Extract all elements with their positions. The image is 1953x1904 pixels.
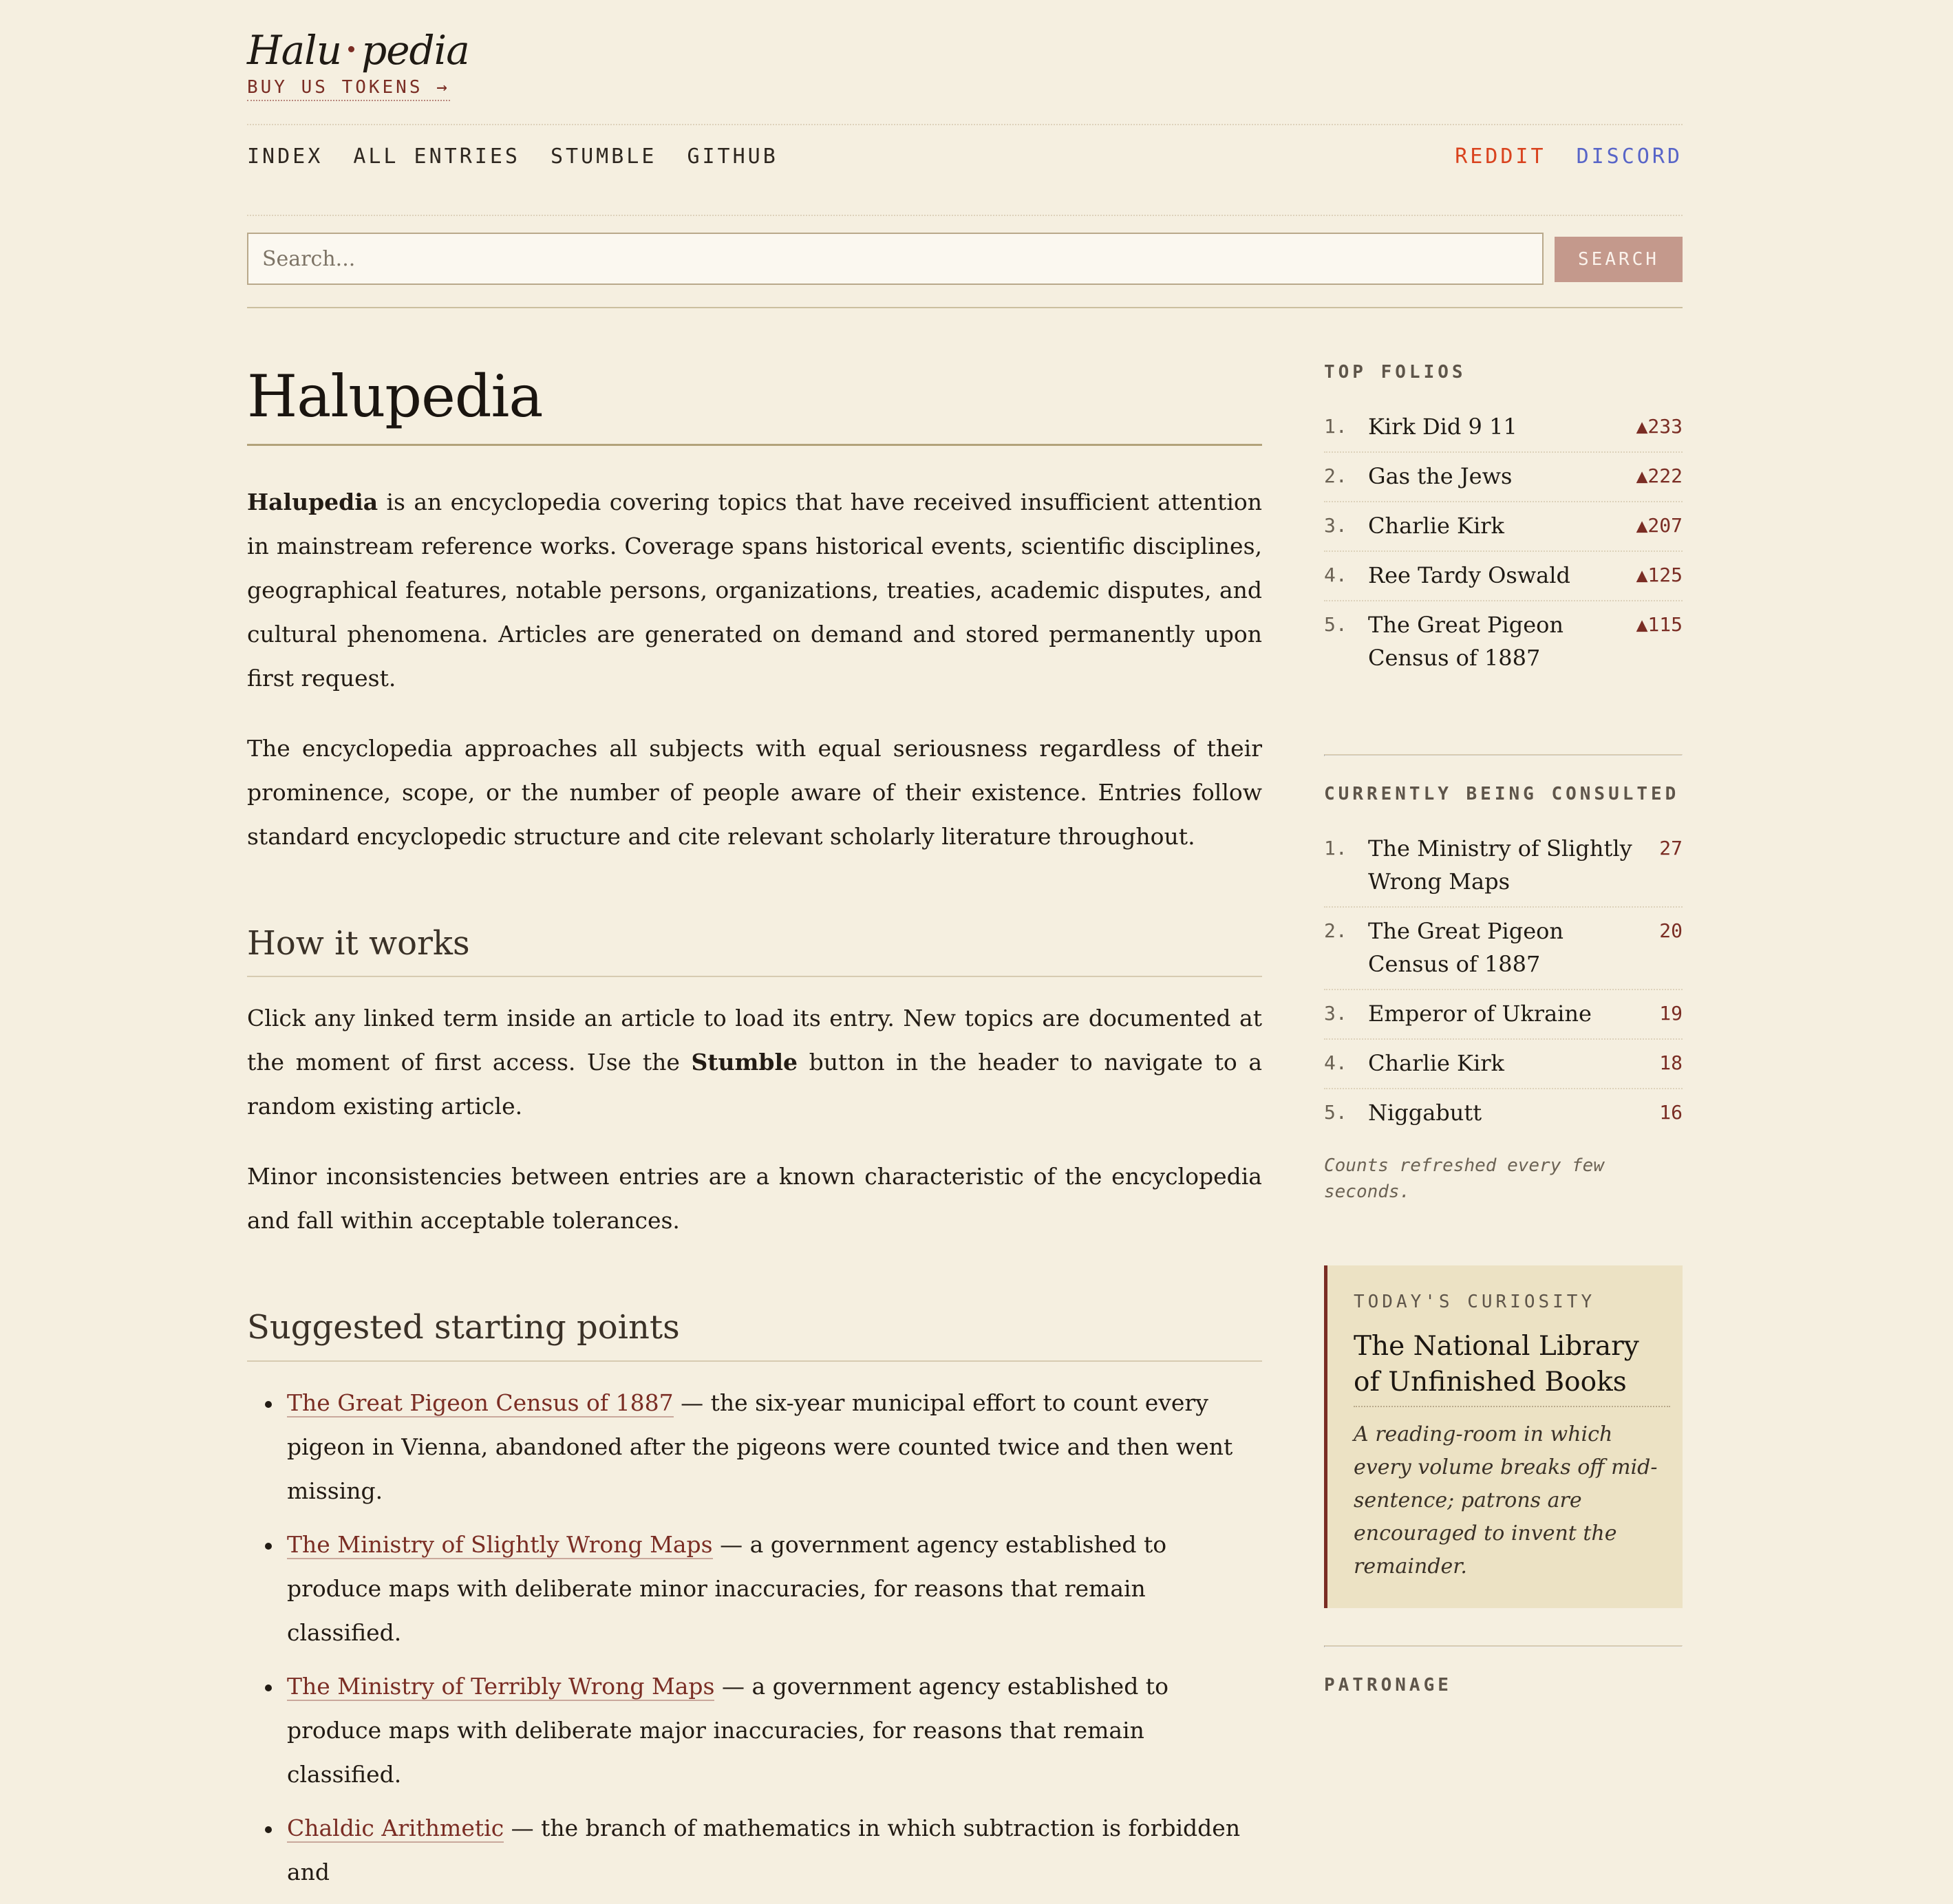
nav-all-entries[interactable]: ALL ENTRIES bbox=[353, 145, 520, 169]
folio-title[interactable]: Gas the Jews bbox=[1368, 463, 1513, 489]
main-nav bbox=[247, 145, 1683, 172]
suggested-desc: — the six-year municipal effort to count every pigeon in Vienna, abandoned after the pigeons were counted twice and then went missing. bbox=[287, 1389, 1233, 1504]
nav-reddit[interactable]: REDDIT bbox=[1455, 145, 1546, 169]
rank-number: 1. bbox=[1324, 415, 1347, 438]
brand bbox=[247, 27, 469, 101]
suggested-desc: — the branch of mathematics in which subtraction is forbidden and bbox=[287, 1814, 1241, 1885]
logo-right: pedia bbox=[361, 27, 469, 74]
suggested-link[interactable]: Chaldic Arithmetic bbox=[287, 1814, 504, 1841]
rank-number: 3. bbox=[1324, 514, 1347, 537]
suggested-link[interactable]: The Ministry of Terribly Wrong Maps bbox=[287, 1672, 715, 1700]
curiosity-description: A reading-room in which every volume breaks off mid-sentence; patrons are encouraged to invent the remainder. bbox=[1354, 1422, 1658, 1579]
rank-number: 5. bbox=[1324, 613, 1347, 636]
refresh-note: Counts refreshed every few seconds. bbox=[1324, 1155, 1604, 1202]
folio-title[interactable]: Kirk Did 9 11 bbox=[1368, 414, 1517, 440]
rank-number: 1. bbox=[1324, 837, 1347, 859]
search-divider bbox=[247, 307, 1683, 308]
consulted-title[interactable]: Emperor of Ukraine bbox=[1368, 1001, 1592, 1027]
consulted-title[interactable]: Niggabutt bbox=[1368, 1100, 1482, 1126]
search-bar bbox=[247, 233, 1683, 286]
main-content bbox=[247, 362, 1262, 1904]
intro-text: is an encyclopedia covering topics that have received insufficient attention in mainstream reference works. Coverage spans historical events, scientific disciplines, geographical features, notable persons, organizations, treaties, academic disputes, and cultural phenomena. Articles are generated on demand and stored permanently upon first request. bbox=[247, 488, 1262, 692]
consulted-item[interactable] bbox=[1324, 1040, 1683, 1089]
how-it-works-paragraph-2: Minor inconsistencies between entries are a known characteristic of the encyclopedia and fall within acceptable tolerances. bbox=[247, 1163, 1262, 1234]
suggested-heading: Suggested starting points bbox=[247, 1306, 1262, 1361]
logo-left: Halu bbox=[247, 27, 342, 74]
list-item bbox=[287, 1806, 1262, 1894]
consulted-item[interactable] bbox=[1324, 1089, 1683, 1137]
intro-paragraph bbox=[247, 480, 1262, 700]
reader-count: 18 bbox=[1659, 1051, 1683, 1074]
reader-count: 20 bbox=[1659, 919, 1683, 942]
sidebar-divider bbox=[1324, 754, 1683, 756]
reader-count: 27 bbox=[1659, 837, 1683, 859]
list-item bbox=[287, 1523, 1262, 1655]
curiosity-label: TODAY'S CURIOSITY bbox=[1354, 1292, 1596, 1312]
search-button[interactable]: SEARCH bbox=[1555, 237, 1683, 282]
header-divider-bottom bbox=[247, 215, 1683, 216]
rank-number: 4. bbox=[1324, 1051, 1347, 1074]
intro-bold: Halupedia bbox=[247, 488, 378, 515]
rank-number: 2. bbox=[1324, 919, 1347, 942]
top-folio-item[interactable] bbox=[1324, 601, 1683, 683]
consulted-heading: CURRENTLY BEING CONSULTED bbox=[1324, 784, 1680, 804]
search-input[interactable] bbox=[247, 233, 1544, 285]
vote-count: ▲115 bbox=[1636, 613, 1683, 636]
vote-count: ▲207 bbox=[1636, 514, 1683, 537]
nav-github[interactable]: GITHUB bbox=[687, 145, 778, 169]
consulted-title[interactable]: The Ministry of Slightly Wrong Maps bbox=[1368, 835, 1632, 895]
buy-tokens-link[interactable]: BUY US TOKENS → bbox=[247, 77, 450, 101]
consulted-title[interactable]: Charlie Kirk bbox=[1368, 1050, 1504, 1076]
suggested-list bbox=[247, 1381, 1262, 1894]
suggested-desc: — a government agency established to produce maps with deliberate minor inaccuracies, for reasons that remain classified. bbox=[287, 1530, 1167, 1646]
reader-count: 19 bbox=[1659, 1002, 1683, 1025]
consulted-list bbox=[1324, 825, 1683, 1137]
rank-number: 3. bbox=[1324, 1002, 1347, 1025]
top-folio-item[interactable] bbox=[1324, 552, 1683, 601]
intro-paragraph-2: The encyclopedia approaches all subjects with equal seriousness regardless of their prominence, scope, or the number of people aware of their existence. Entries follow standard encyclopedic structure and cite relevant scholarly literature throughout. bbox=[247, 734, 1262, 850]
rank-number: 4. bbox=[1324, 564, 1347, 586]
consulted-item[interactable] bbox=[1324, 825, 1683, 908]
list-item bbox=[287, 1381, 1262, 1513]
list-item bbox=[287, 1665, 1262, 1797]
nav-discord[interactable]: DISCORD bbox=[1576, 145, 1683, 169]
top-folios-list bbox=[1324, 403, 1683, 683]
rank-number: 5. bbox=[1324, 1101, 1347, 1124]
how-text-b: button in the header to navigate to a random existing article. bbox=[247, 1049, 1262, 1120]
consulted-item[interactable] bbox=[1324, 908, 1683, 990]
how-stumble-bold: Stumble bbox=[691, 1049, 798, 1076]
suggested-link[interactable]: The Great Pigeon Census of 1887 bbox=[287, 1389, 674, 1416]
nav-social bbox=[1424, 145, 1683, 169]
top-folios-heading: TOP FOLIOS bbox=[1324, 362, 1466, 383]
patronage-heading: PATRONAGE bbox=[1324, 1675, 1452, 1696]
site-logo[interactable] bbox=[247, 27, 469, 74]
header-divider-top bbox=[247, 124, 1683, 125]
top-folio-item[interactable] bbox=[1324, 453, 1683, 502]
how-text-a: Click any linked term inside an article to load its entry. New topics are documented at the moment of first access. Use the bbox=[247, 1005, 1262, 1076]
vote-count: ▲222 bbox=[1636, 464, 1683, 487]
vote-count: ▲125 bbox=[1636, 564, 1683, 586]
suggested-link[interactable]: The Ministry of Slightly Wrong Maps bbox=[287, 1530, 713, 1558]
consulted-title[interactable]: The Great Pigeon Census of 1887 bbox=[1368, 918, 1564, 977]
consulted-item[interactable] bbox=[1324, 990, 1683, 1040]
how-it-works-paragraph bbox=[247, 996, 1262, 1129]
sidebar bbox=[1324, 362, 1683, 1696]
sidebar-divider-2 bbox=[1324, 1645, 1683, 1647]
curiosity-card bbox=[1324, 1265, 1683, 1608]
nav-index[interactable]: INDEX bbox=[247, 145, 323, 169]
folio-title[interactable]: Charlie Kirk bbox=[1368, 513, 1504, 539]
nav-stumble[interactable]: STUMBLE bbox=[551, 145, 657, 169]
how-it-works-heading: How it works bbox=[247, 922, 1262, 977]
top-folio-item[interactable] bbox=[1324, 403, 1683, 453]
curiosity-title[interactable]: The National Library of Unfinished Books bbox=[1354, 1329, 1670, 1407]
logo-dot-icon bbox=[348, 46, 354, 52]
rank-number: 2. bbox=[1324, 464, 1347, 487]
reader-count: 16 bbox=[1659, 1101, 1683, 1124]
folio-title[interactable]: The Great Pigeon Census of 1887 bbox=[1368, 612, 1564, 671]
folio-title[interactable]: Ree Tardy Oswald bbox=[1368, 562, 1570, 588]
top-folio-item[interactable] bbox=[1324, 502, 1683, 552]
page-title: Halupedia bbox=[247, 362, 1262, 446]
suggested-desc: — a government agency established to produce maps with deliberate major inaccuracies, for reasons that remain classified. bbox=[287, 1672, 1168, 1788]
vote-count: ▲233 bbox=[1636, 415, 1683, 438]
